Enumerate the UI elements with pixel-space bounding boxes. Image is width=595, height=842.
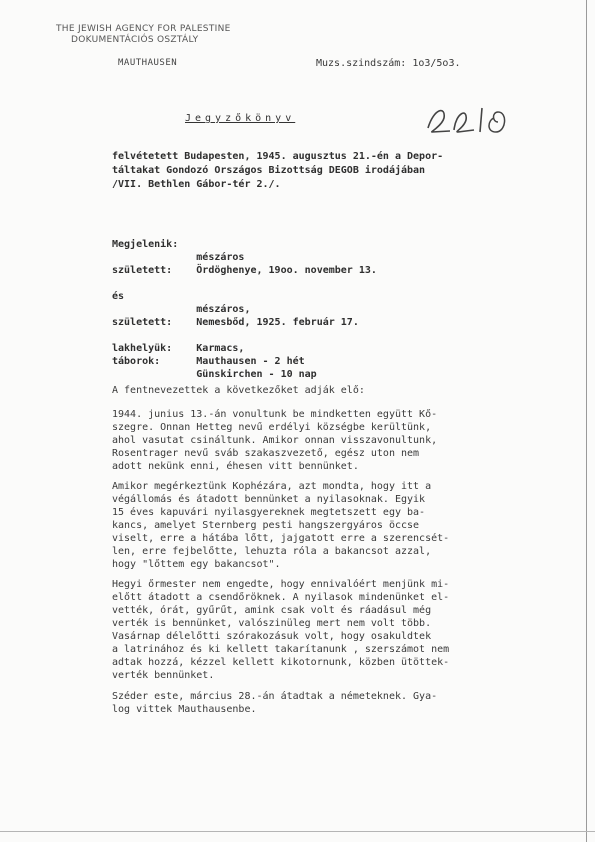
paragraph-1 xyxy=(112,408,532,473)
person-line: Megjelenik: xyxy=(112,239,179,250)
paragraph-line: végállomás és átadott bennünket a nyilasoknak. Egyik xyxy=(112,494,426,505)
person-line: és xyxy=(112,291,125,302)
persons-block xyxy=(112,238,532,381)
paragraph-line: adtak hozzá, kézzel kellett kikotornunk, közben ütöttek- xyxy=(112,657,450,668)
intro-line: felvétetett Budapesten, 1945. augusztus 21.-én a Depor- xyxy=(112,151,444,162)
stamp-line-2: DOKUMENTÁCIÓS OSZTÁLY xyxy=(71,35,199,45)
file-number: Muzs.szindszám: 1o3/5o3. xyxy=(316,58,461,69)
archive-stamp xyxy=(56,24,231,46)
paragraph-line: adott nekünk enni, éhesen vitt bennünket. xyxy=(112,461,359,472)
paragraph-line: szegre. Onnan Hetteg nevű erdélyi községbe kerültünk, xyxy=(112,422,432,433)
intro-block xyxy=(112,150,532,192)
paragraph-2 xyxy=(112,480,532,571)
paragraph-line: a latrinához és ki kellett takarítanunk , szerszámot nem xyxy=(112,644,450,655)
paragraph-line: előtt átadott a csendőröknek. A nyilasok mindenünket el- xyxy=(112,592,450,603)
header-left-label: MAUTHAUSEN xyxy=(118,58,178,68)
paragraph-line: ahol vasutat csináltunk. Amikor onnan visszavonultunk, xyxy=(112,435,438,446)
person-line: mészáros, xyxy=(112,304,251,315)
paragraph-line: viselt, erre a hátába lőtt, jajgatott erre a szerencsét- xyxy=(112,533,450,544)
statement-intro: A fentnevezettek a következőket adják elő: xyxy=(112,385,365,396)
paragraph-line: Vasárnap délelőtti szórakozásuk volt, hogy osakuldtek xyxy=(112,631,432,642)
intro-line: /VII. Bethlen Gábor-tér 2./. xyxy=(112,179,281,190)
handwritten-number xyxy=(424,98,524,138)
person-line: lakhelyük: Karmacs, xyxy=(112,343,245,354)
paragraph-4 xyxy=(112,690,532,716)
paragraph-line: hogy "lőttem egy bakancsot". xyxy=(112,559,281,570)
paragraph-line: verték bennünket. xyxy=(112,670,215,681)
paragraph-line: Hegyi őrmester nem engedte, hogy ennivalóért menjünk mi- xyxy=(112,579,450,590)
person-line: született: Nemesbőd, 1925. február 17. xyxy=(112,317,359,328)
person-line: táborok: Mauthausen - 2 hét xyxy=(112,356,305,367)
paragraph-line: Széder este, március 28.-án átadtak a németeknek. Gya- xyxy=(112,691,438,702)
page-edge-right xyxy=(586,0,587,842)
document-title: Jegyzőkönyv xyxy=(185,113,296,124)
intro-line: táltakat Gondozó Országos Bizottság DEGOB irodájában xyxy=(112,165,426,176)
paragraph-line: kancs, amelyet Sternberg pesti hangszergyáros öccse xyxy=(112,520,420,531)
stamp-line-1: THE JEWISH AGENCY FOR PALESTINE xyxy=(56,24,231,34)
paragraph-line: Rosentrager nevű sváb szakaszvezető, egész uton nem xyxy=(112,448,420,459)
paragraph-line: 1944. junius 13.-án vonultunk be mindketten együtt Kő- xyxy=(112,409,438,420)
paragraph-line: log vittek Mauthausenbe. xyxy=(112,704,257,715)
paragraph-line: 15 éves kapuvári nyilasgyereknek megtetszett egy ba- xyxy=(112,507,426,518)
page-edge-bottom xyxy=(0,831,595,832)
paragraph-line: Amikor megérkeztünk Kophézára, azt mondta, hogy itt a xyxy=(112,481,432,492)
paragraph-line: verték is bennünket, valószinüleg mert nem volt több. xyxy=(112,618,432,629)
paragraph-line: vették, órát, gyűrűt, amink csak volt és ráadásul még xyxy=(112,605,432,616)
paragraph-3 xyxy=(112,578,532,682)
paragraph-line: len, erre fejbelőtte, lehuzta róla a bakancsot azzal, xyxy=(112,546,432,557)
person-line: Günskirchen - 10 nap xyxy=(112,369,317,380)
person-line: mészáros xyxy=(112,252,245,263)
person-line: született: Ördöghenye, 19oo. november 13. xyxy=(112,265,377,276)
